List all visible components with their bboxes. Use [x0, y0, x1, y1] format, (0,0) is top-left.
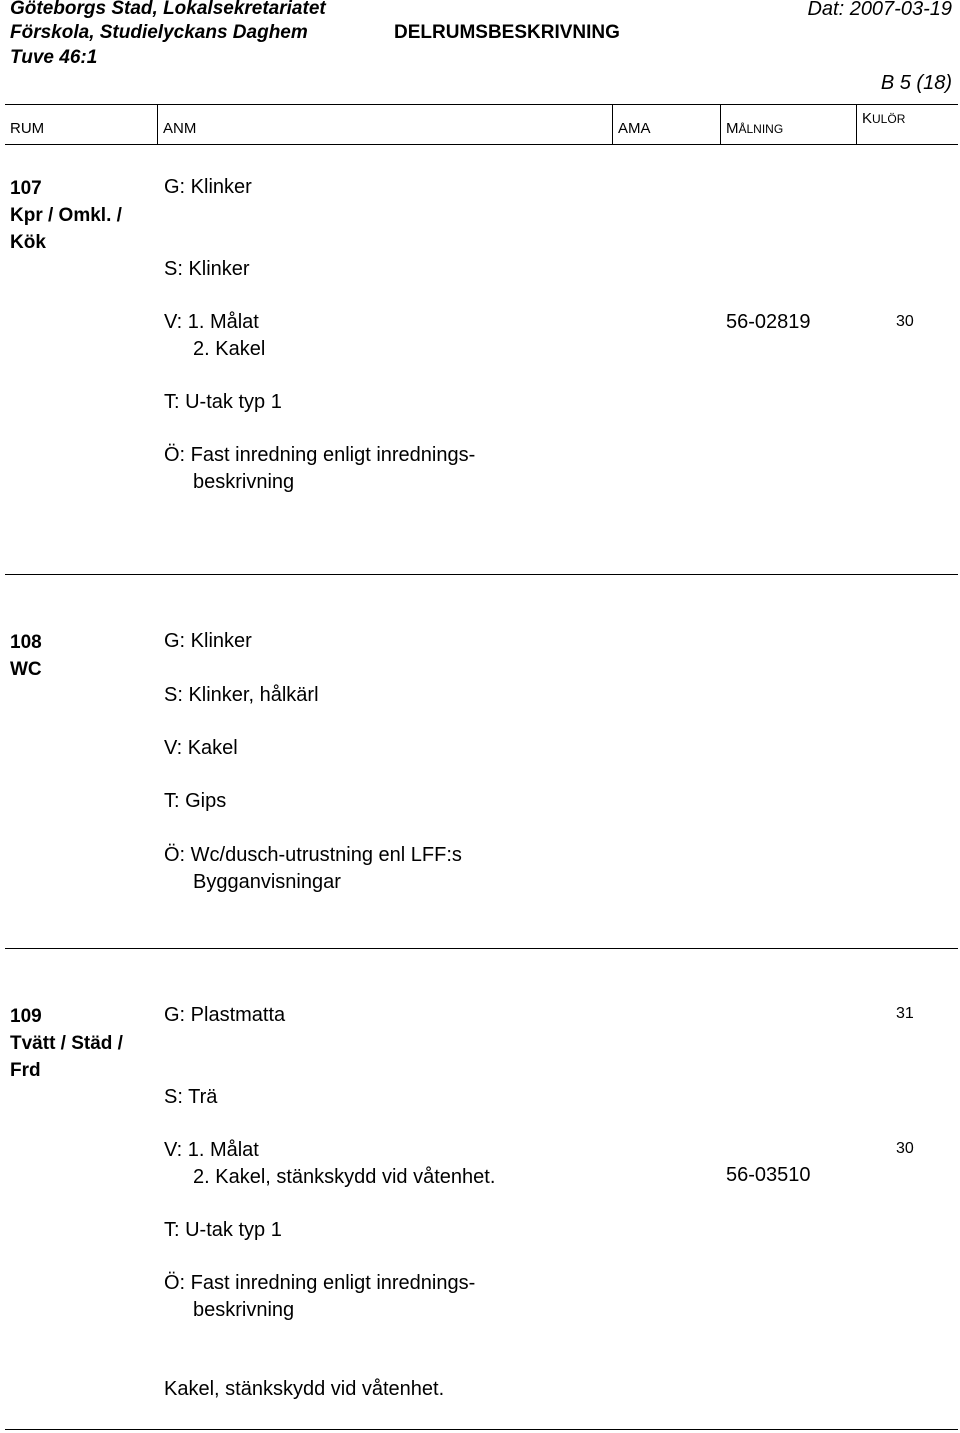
- project-title: Förskola, Studielyckans Daghem: [10, 22, 308, 43]
- column-divider: [612, 104, 613, 144]
- room-109-paint-code: 56-03510: [726, 1164, 811, 1186]
- room-107-wall-cont: 2. Kakel: [193, 338, 266, 360]
- property-designation: Tuve 46:1: [10, 47, 98, 68]
- room-109-wall-cont: 2. Kakel, stänkskydd vid våtenhet.: [193, 1166, 496, 1188]
- document-type: DELRUMSBESKRIVNING: [394, 22, 620, 43]
- room-109-ceiling: T: U-tak typ 1: [164, 1219, 282, 1241]
- room-107-paint-code: 56-02819: [726, 311, 811, 333]
- page-number: B 5 (18): [880, 72, 952, 94]
- column-header-rum: RUM: [10, 120, 45, 137]
- room-108-floor: G: Klinker: [164, 630, 252, 652]
- room-109-floor-color: 31: [896, 1005, 914, 1022]
- column-header-anm: ANM: [163, 120, 197, 137]
- column-header-ama: AMA: [618, 120, 651, 137]
- header-bottom-rule: [5, 144, 958, 145]
- room-107-skirting: S: Klinker: [164, 258, 250, 280]
- room-109-number: 109: [10, 1006, 42, 1027]
- room-109-other-cont: beskrivning: [193, 1299, 295, 1321]
- room-109-wall: V: 1. Målat: [164, 1139, 259, 1161]
- column-divider: [157, 104, 158, 144]
- room-107-name-cont: Kök: [10, 232, 46, 253]
- room-109-name: Tvätt / Städ /: [10, 1033, 123, 1054]
- document-date: Dat: 2007-03-19: [807, 0, 952, 20]
- room-109-floor: G: Plastmatta: [164, 1004, 286, 1026]
- room-109-color: 30: [896, 1140, 914, 1157]
- room-107-wall: V: 1. Målat: [164, 311, 259, 333]
- row-separator: [5, 574, 958, 575]
- room-108-ceiling: T: Gips: [164, 790, 227, 812]
- column-header-malning: MÅLNING: [726, 120, 784, 137]
- room-107-other-cont: beskrivning: [193, 471, 295, 493]
- room-107-number: 107: [10, 178, 42, 199]
- room-108-wall: V: Kakel: [164, 737, 238, 759]
- room-108-other-cont: Bygganvisningar: [193, 871, 341, 893]
- column-divider: [856, 104, 857, 144]
- room-109-skirting: S: Trä: [164, 1086, 218, 1108]
- header-top-rule: [5, 104, 958, 105]
- room-108-name: WC: [10, 659, 42, 680]
- column-header-kulor: KULÖR: [862, 110, 906, 127]
- room-107-other: Ö: Fast inredning enligt inrednings-: [164, 444, 476, 466]
- room-107-ceiling: T: U-tak typ 1: [164, 391, 282, 413]
- room-108-skirting: S: Klinker, hålkärl: [164, 684, 319, 706]
- room-108-number: 108: [10, 632, 42, 653]
- room-108-other: Ö: Wc/dusch-utrustning enl LFF:s: [164, 844, 462, 866]
- column-divider: [720, 104, 721, 144]
- organization-title: Göteborgs Stad, Lokalsekretariatet: [10, 0, 326, 19]
- room-109-name-cont: Frd: [10, 1060, 41, 1081]
- room-109-other: Ö: Fast inredning enligt inrednings-: [164, 1272, 476, 1294]
- row-separator: [5, 1429, 958, 1430]
- room-107-floor: G: Klinker: [164, 176, 252, 198]
- row-separator: [5, 948, 958, 949]
- room-107-color: 30: [896, 313, 914, 330]
- room-109-note: Kakel, stänkskydd vid våtenhet.: [164, 1378, 445, 1400]
- room-107-name: Kpr / Omkl. /: [10, 205, 122, 226]
